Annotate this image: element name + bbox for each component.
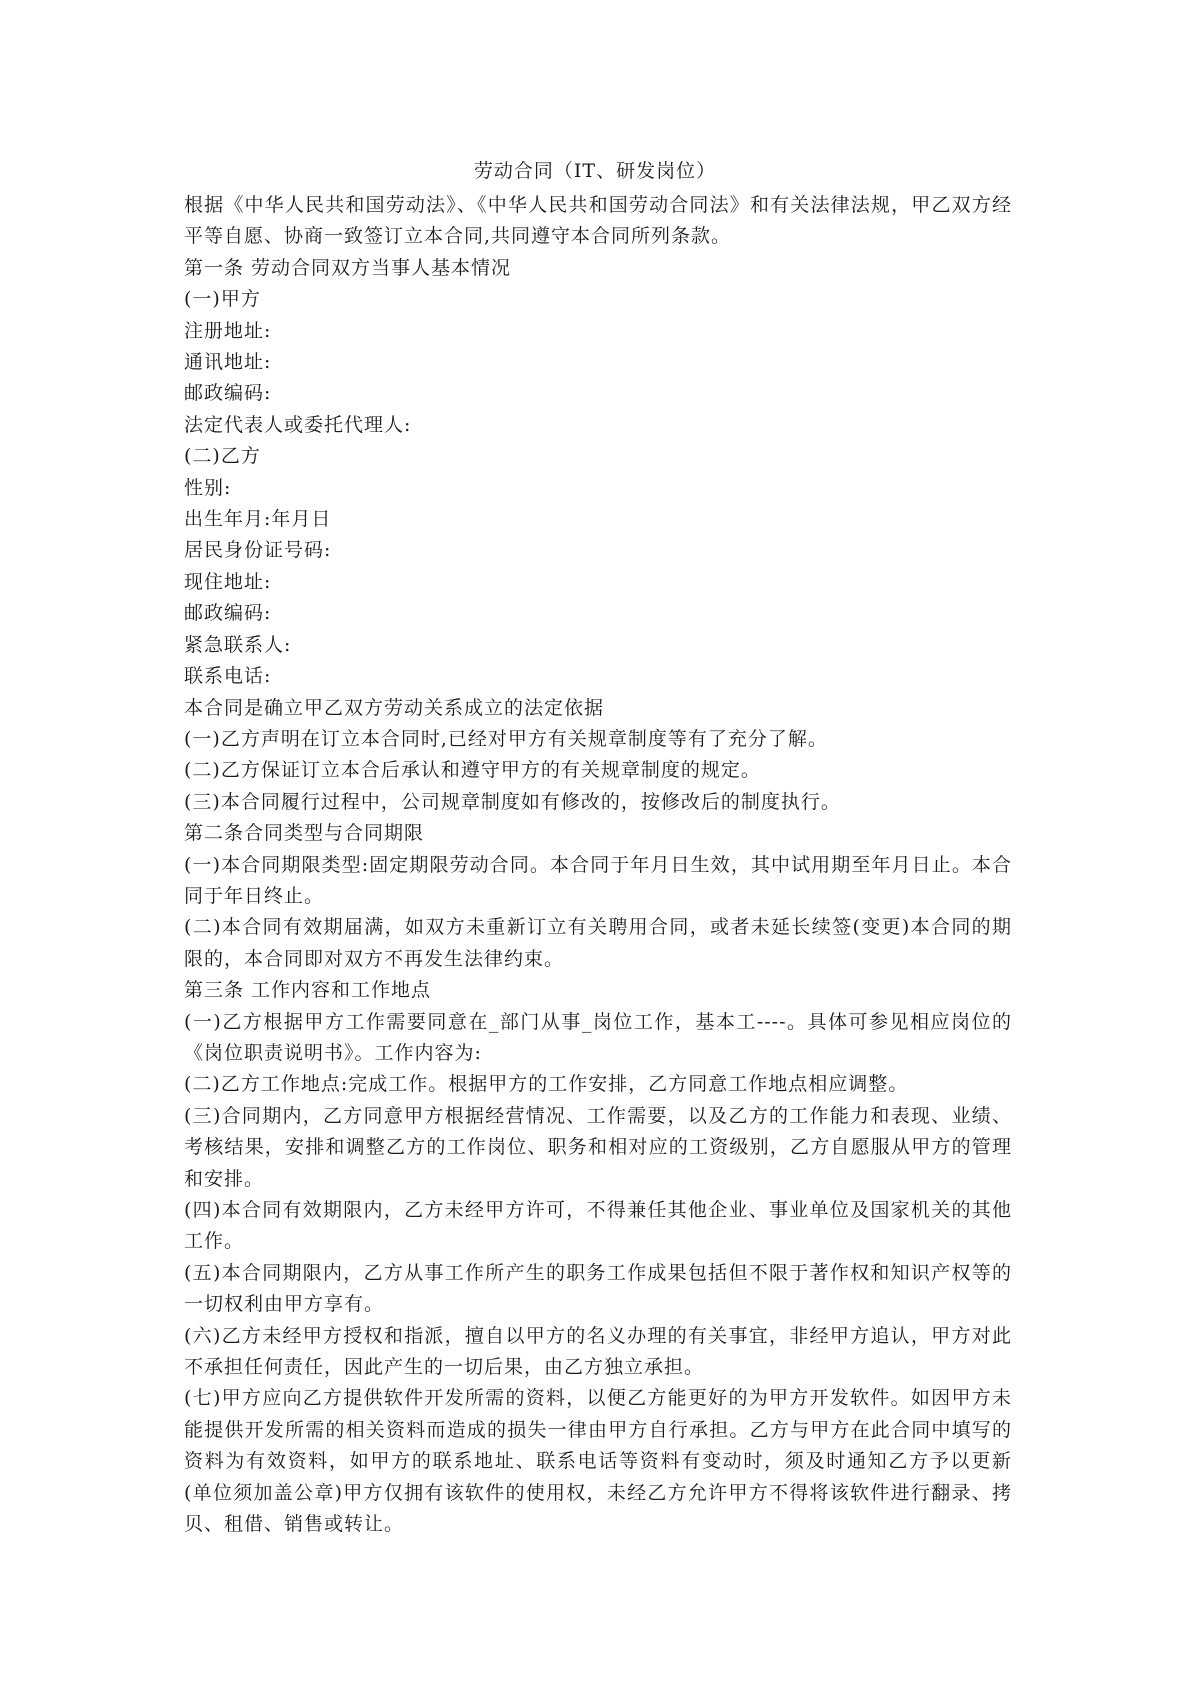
article-heading: 第二条合同类型与合同期限 [184, 822, 425, 845]
article-heading: 第三条 工作内容和工作地点 [184, 979, 432, 1002]
form-field-label: 联系电话: [184, 665, 272, 688]
form-field-label: 邮政编码: [184, 602, 272, 625]
form-field-label: 居民身份证号码: [184, 539, 332, 562]
form-field-label: 通讯地址: [184, 351, 272, 374]
document-body [184, 190, 1012, 1540]
paragraph: (二)乙方 [184, 445, 261, 468]
paragraph: 根据《中华人民共和国劳动法》、《中华人民共和国劳动合同法》和有关法律法规，甲乙双方经平等自愿、协商一致签订立本合同,共同遵守本合同所列条款。 [184, 194, 1012, 248]
paragraph: (三)本合同履行过程中，公司规章制度如有修改的，按修改后的制度执行。 [184, 790, 841, 813]
paragraph: (三)合同期内，乙方同意甲方根据经营情况、工作需要，以及乙方的工作能力和表现、业绩、考核结果，安排和调整乙方的工作岗位、职务和相对应的工资级别，乙方自愿服从甲方的管理和安排。 [184, 1104, 1012, 1190]
form-field-label: 法定代表人或委托代理人: [184, 413, 412, 436]
form-field-label: 邮政编码: [184, 382, 272, 405]
form-field-label: 出生年月:年月日 [184, 508, 332, 531]
paragraph: (五)本合同期限内，乙方从事工作所产生的职务工作成果包括但不限于著作权和知识产权等的一切权利由甲方享有。 [184, 1261, 1012, 1316]
paragraph: (六)乙方未经甲方授权和指派，擅自以甲方的名义办理的有关事宜，非经甲方追认，甲方对此不承担任何责任，因此产生的一切后果，由乙方独立承担。 [184, 1324, 1012, 1379]
form-field-label: 现住地址: [184, 570, 272, 593]
form-field-label: 性别: [184, 476, 232, 499]
paragraph: (一)本合同期限类型:固定期限劳动合同。本合同于年月日生效，其中试用期至年月日止。本合同于年日终止。 [184, 853, 1012, 907]
paragraph: (二)乙方工作地点:完成工作。根据甲方的工作安排，乙方同意工作地点相应调整。 [184, 1073, 909, 1096]
paragraph: (七)甲方应向乙方提供软件开发所需的资料，以便乙方能更好的为甲方开发软件。如因甲方未能提供开发所需的相关资料而造成的损失一律由甲方自行承担。乙方与甲方在此合同中填写的资料为有效资料，如甲方的联系地址、联系电话等资料有变动时，须及时通知乙方予以更新(单位须加盖公章)甲方仅拥有该软件的使用权，未经乙方允许甲方不得将该软件进行翻录、拷贝、租借、销售或转让。 [184, 1387, 1012, 1536]
paragraph: (二)乙方保证订立本合后承认和遵守甲方的有关规章制度的规定。 [184, 759, 761, 782]
paragraph: (二)本合同有效期届满，如双方未重新订立有关聘用合同，或者未延长续签(变更)本合同的期限的，本合同即对双方不再发生法律约束。 [184, 916, 1012, 970]
form-field-label: 注册地址: [184, 319, 272, 342]
document-title: 劳动合同（IT、研发岗位） [473, 160, 717, 182]
article-heading: 第一条 劳动合同双方当事人基本情况 [184, 256, 512, 279]
paragraph: (一)甲方 [184, 288, 261, 311]
paragraph: (一)乙方声明在订立本合同时,已经对甲方有关规章制度等有了充分了解。 [184, 727, 828, 750]
paragraph: (一)乙方根据甲方工作需要同意在_部门从事_岗位工作，基本工----。具体可参见相应岗位的《岗位职责说明书》。工作内容为: [184, 1010, 1012, 1064]
paragraph: (四)本合同有效期限内，乙方未经甲方许可，不得兼任其他企业、事业单位及国家机关的其他工作。 [184, 1199, 1012, 1253]
paragraph: 本合同是确立甲乙双方劳动关系成立的法定依据 [184, 696, 605, 719]
form-field-label: 紧急联系人: [184, 633, 292, 656]
